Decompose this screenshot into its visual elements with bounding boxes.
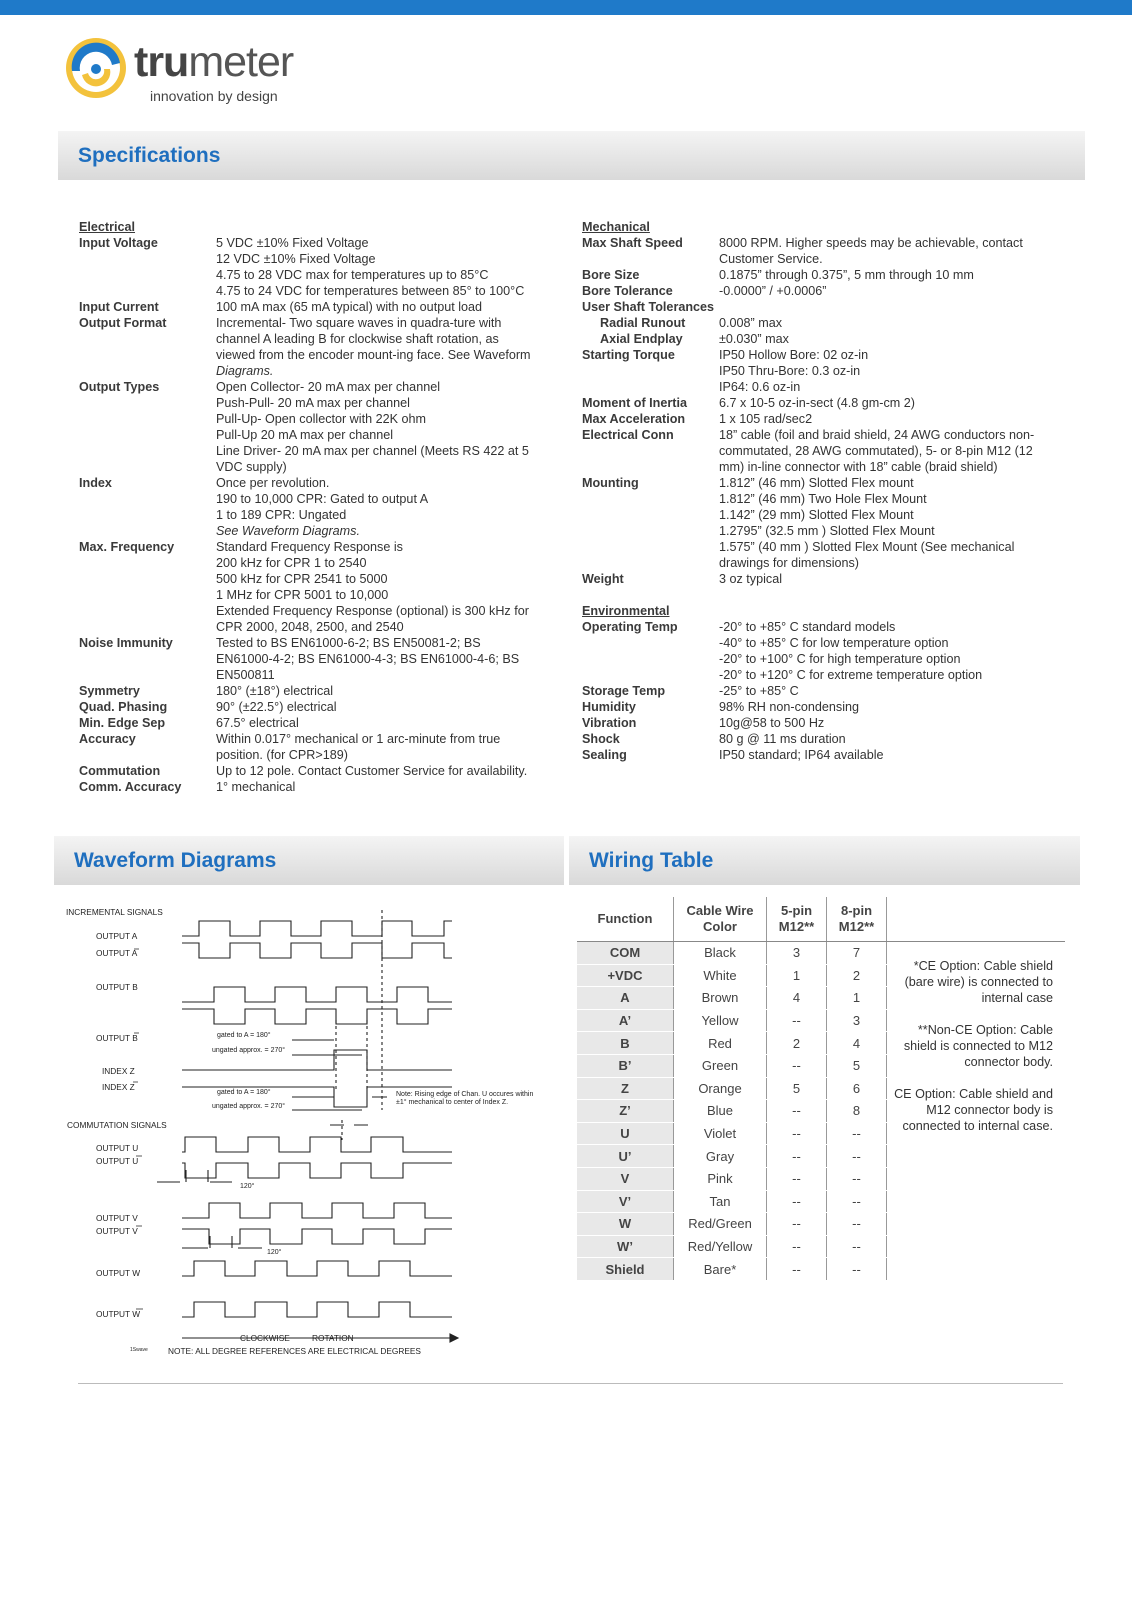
spec-row bbox=[79, 379, 559, 475]
spec-value bbox=[719, 571, 1062, 587]
spec-row bbox=[582, 715, 1062, 731]
spec-row bbox=[582, 427, 1062, 475]
wiring-header bbox=[569, 836, 1080, 885]
spec-value-line: commutated, 28 AWG commutated), 5- or 8-pin M12 (12 bbox=[719, 444, 1033, 458]
wiring-notes-cell bbox=[887, 1213, 1066, 1236]
wiring-5pin-cell: -- bbox=[767, 1167, 827, 1190]
spec-value-line: Pull-Up 20 mA max per channel bbox=[216, 428, 394, 442]
spec-label: Max Shaft Speed bbox=[582, 236, 683, 250]
output-a-label: OUTPUT A bbox=[96, 931, 138, 941]
spec-value-line: 80 g @ 11 ms duration bbox=[719, 732, 846, 746]
spec-value-line: 1.812” (46 mm) Two Hole Flex Mount bbox=[719, 492, 927, 506]
spec-value bbox=[719, 731, 1062, 747]
spec-row bbox=[582, 731, 1062, 747]
spec-row bbox=[582, 411, 1062, 427]
spec-row bbox=[582, 331, 1062, 347]
spec-value-line: 200 kHz for CPR 1 to 2540 bbox=[216, 556, 367, 570]
wiring-color-cell: Bare* bbox=[674, 1258, 767, 1281]
spec-value bbox=[719, 347, 1062, 395]
spec-value-line: Push-Pull- 20 mA max per channel bbox=[216, 396, 410, 410]
wiring-function-cell: W bbox=[577, 1213, 674, 1236]
wiring-8pin-cell: -- bbox=[827, 1213, 887, 1236]
wiring-8pin-cell: -- bbox=[827, 1258, 887, 1281]
header-cable-color: Cable Wire Color bbox=[674, 897, 767, 942]
spec-value bbox=[719, 427, 1062, 475]
wiring-5pin-cell: -- bbox=[767, 1258, 827, 1281]
spec-value-line: 500 kHz for CPR 2541 to 5000 bbox=[216, 572, 388, 586]
deg120-label-2: 120° bbox=[267, 1249, 282, 1256]
spec-value-line: -0.0000” / +0.0006” bbox=[719, 284, 827, 298]
commutation-signals-label: COMMUTATION SIGNALS bbox=[67, 1120, 167, 1130]
spec-label: Electrical Conn bbox=[582, 428, 674, 442]
wiring-note-2: **Non-CE Option: Cable shield is connected to M12 connector body. bbox=[903, 1023, 1053, 1069]
wiring-function-cell: Z bbox=[577, 1077, 674, 1100]
spec-value-line: 4.75 to 24 VDC for temperatures between 85° to 100°C bbox=[216, 284, 525, 298]
wiring-color-cell: White bbox=[674, 964, 767, 987]
spec-value bbox=[719, 747, 1062, 763]
spec-value bbox=[719, 475, 1062, 571]
footer-divider bbox=[78, 1383, 1063, 1384]
spec-value-line: 0.008” max bbox=[719, 316, 782, 330]
spec-label: Max Acceleration bbox=[582, 412, 686, 426]
wiring-5pin-cell: -- bbox=[767, 1054, 827, 1077]
spec-value-line: EN500811 bbox=[216, 668, 275, 682]
gated-label-2: gated to A = 180° bbox=[217, 1089, 271, 1096]
wiring-function-cell: Shield bbox=[577, 1258, 674, 1281]
spec-label: Input Voltage bbox=[79, 236, 158, 250]
spec-value-line: 1.812” (46 mm) Slotted Flex mount bbox=[719, 476, 914, 490]
wiring-notes bbox=[890, 958, 1053, 1150]
spec-value-line: 1.142” (29 mm) Slotted Flex Mount bbox=[719, 508, 914, 522]
header-5pin: 5-pin M12** bbox=[767, 897, 827, 942]
spec-label: Bore Size bbox=[582, 268, 640, 282]
spec-label: Output Format bbox=[79, 316, 167, 330]
spec-value-line bbox=[719, 299, 1062, 315]
wiring-8pin-cell: 1 bbox=[827, 987, 887, 1010]
spec-value-line: 1 x 105 rad/sec2 bbox=[719, 412, 813, 426]
trumeter-logo bbox=[62, 33, 322, 105]
wiring-function-cell: Z’ bbox=[577, 1100, 674, 1123]
waveform-diagram bbox=[62, 900, 562, 1370]
ungated-label-2: ungated approx. = 270° bbox=[212, 1103, 286, 1110]
spec-value-line: viewed from the encoder mount-ing face. See Waveform bbox=[216, 348, 531, 362]
spec-value-line: -20° to +120° C for extreme temperature option bbox=[719, 668, 983, 682]
wiring-function-cell: W’ bbox=[577, 1235, 674, 1258]
wiring-color-cell: Red bbox=[674, 1032, 767, 1055]
output-b-label: OUTPUT B bbox=[96, 982, 138, 992]
wiring-color-cell: Black bbox=[674, 942, 767, 965]
spec-label: Humidity bbox=[582, 700, 636, 714]
spec-value-line: 3 oz typical bbox=[719, 572, 782, 586]
wiring-title: Wiring Table bbox=[589, 849, 714, 872]
wiring-8pin-cell: 6 bbox=[827, 1077, 887, 1100]
spec-row bbox=[79, 683, 559, 699]
spec-value-line: Standard Frequency Response is bbox=[216, 540, 403, 554]
spec-value-line: 100 mA max (65 mA typical) with no output load bbox=[216, 300, 483, 314]
header-function: Function bbox=[577, 897, 674, 942]
spec-value bbox=[719, 235, 1062, 267]
spec-row bbox=[79, 315, 559, 379]
spec-label: Output Types bbox=[79, 380, 160, 394]
wiring-function-cell: A bbox=[577, 987, 674, 1010]
spec-value-line: -40° to +85° C for low temperature option bbox=[719, 636, 949, 650]
wiring-function-cell: A’ bbox=[577, 1009, 674, 1032]
output-w-bar-label: OUTPUT W bbox=[96, 1309, 141, 1319]
wiring-note-1: *CE Option: Cable shield (bare wire) is connected to internal case bbox=[904, 959, 1053, 1005]
spec-value-line: 1 MHz for CPR 5001 to 10,000 bbox=[216, 588, 389, 602]
spec-value bbox=[719, 699, 1062, 715]
spec-value bbox=[216, 731, 559, 763]
spec-row bbox=[582, 235, 1062, 267]
spec-value bbox=[719, 683, 1062, 699]
spec-value-line: Once per revolution. bbox=[216, 476, 330, 490]
spec-value-line: channel A leading B for clockwise shaft rotation, as bbox=[216, 332, 499, 346]
output-u-bar-label: OUTPUT U bbox=[96, 1156, 139, 1166]
spec-row bbox=[79, 731, 559, 763]
index-z-label: INDEX Z bbox=[102, 1066, 135, 1076]
spec-value bbox=[719, 411, 1062, 427]
wiring-color-cell: Tan bbox=[674, 1190, 767, 1213]
spec-label: Symmetry bbox=[79, 684, 140, 698]
ungated-label-1: ungated approx. = 270° bbox=[212, 1047, 286, 1054]
wiring-row bbox=[577, 1258, 1065, 1281]
spec-value-line: Line Driver- 20 mA max per channel (Meets RS 422 at 5 bbox=[216, 444, 529, 458]
spec-row bbox=[582, 267, 1062, 283]
spec-value-line: position. (for CPR>189) bbox=[216, 748, 348, 762]
wiring-5pin-cell: -- bbox=[767, 1190, 827, 1213]
spec-row bbox=[582, 475, 1062, 571]
wiring-5pin-cell: -- bbox=[767, 1145, 827, 1168]
output-u-label: OUTPUT U bbox=[96, 1143, 139, 1153]
spec-value-line: Open Collector- 20 mA max per channel bbox=[216, 380, 440, 394]
top-color-bar bbox=[0, 0, 1132, 15]
spec-value-line: 5 VDC ±10% Fixed Voltage bbox=[216, 236, 369, 250]
spec-value-line: Within 0.017° mechanical or 1 arc-minute from true bbox=[216, 732, 501, 746]
spec-value-line: IP50 Thru-Bore: 0.3 oz-in bbox=[719, 364, 861, 378]
spec-label: Weight bbox=[582, 572, 624, 586]
wiring-color-cell: Red/Green bbox=[674, 1213, 767, 1236]
spec-label: Sealing bbox=[582, 748, 627, 762]
spec-label: Accuracy bbox=[79, 732, 136, 746]
spec-label: Input Current bbox=[79, 300, 159, 314]
spec-value-line: 1 to 189 CPR: Ungated bbox=[216, 508, 347, 522]
wiring-color-cell: Red/Yellow bbox=[674, 1235, 767, 1258]
spec-label: Quad. Phasing bbox=[79, 700, 168, 714]
spec-label: Max. Frequency bbox=[79, 540, 175, 554]
wiring-color-cell: Orange bbox=[674, 1077, 767, 1100]
spec-row bbox=[582, 699, 1062, 715]
spec-row bbox=[582, 619, 1062, 683]
spec-row bbox=[582, 299, 1062, 315]
spec-value-line: 98% RH non-condensing bbox=[719, 700, 860, 714]
spec-value-line: EN61000-4-2; BS EN61000-4-3; BS EN61000-4-6; BS bbox=[216, 652, 520, 666]
spec-value-line: 6.7 x 10-5 oz-in-sect (4.8 gm-cm 2) bbox=[719, 396, 915, 410]
spec-value-line: IP50 Hollow Bore: 02 oz-in bbox=[719, 348, 869, 362]
spec-label: User Shaft Tolerances bbox=[582, 300, 715, 314]
brand-name: trumeter bbox=[134, 38, 294, 86]
spec-value bbox=[719, 299, 1062, 315]
spec-value-line: mm) in-line connector with 18” cable (braid shield) bbox=[719, 460, 998, 474]
wiring-notes-cell bbox=[887, 1235, 1066, 1258]
specifications-header bbox=[58, 131, 1085, 180]
logo-swirl-icon bbox=[62, 33, 132, 103]
spec-value-line: 18” cable (foil and braid shield, 24 AWG conductors non- bbox=[719, 428, 1035, 442]
spec-value bbox=[719, 283, 1062, 299]
wiring-8pin-cell: 4 bbox=[827, 1032, 887, 1055]
wiring-5pin-cell: 4 bbox=[767, 987, 827, 1010]
waveform-title: Waveform Diagrams bbox=[74, 849, 277, 872]
spec-value bbox=[216, 475, 559, 539]
spec-value-line: -25° to +85° C bbox=[719, 684, 799, 698]
brand-tagline: innovation by design bbox=[150, 88, 278, 104]
wiring-5pin-cell: 3 bbox=[767, 942, 827, 965]
spec-row bbox=[582, 571, 1062, 587]
spec-label: Bore Tolerance bbox=[582, 284, 673, 298]
wiring-row bbox=[577, 1167, 1065, 1190]
wiring-row bbox=[577, 1190, 1065, 1213]
wiring-notes-cell bbox=[887, 1258, 1066, 1281]
wiring-5pin-cell: -- bbox=[767, 1009, 827, 1032]
spec-label: Comm. Accuracy bbox=[79, 780, 182, 794]
wiring-function-cell: COM bbox=[577, 942, 674, 965]
wiring-8pin-cell: 3 bbox=[827, 1009, 887, 1032]
spec-value bbox=[719, 315, 1062, 331]
rising-edge-note: Note: Rising edge of Chan. U occures within bbox=[396, 1091, 534, 1098]
spec-value-line: drawings for dimensions) bbox=[719, 556, 859, 570]
spec-value-line: Extended Frequency Response (optional) is 300 kHz for bbox=[216, 604, 529, 618]
output-v-bar-label: OUTPUT V bbox=[96, 1226, 138, 1236]
spec-value bbox=[719, 331, 1062, 347]
spec-category-heading: Environmental bbox=[582, 604, 670, 618]
wiring-function-cell: B’ bbox=[577, 1054, 674, 1077]
spec-value-line: Incremental- Two square waves in quadra-ture with bbox=[216, 316, 502, 330]
spec-value-line: -20° to +100° C for high temperature option bbox=[719, 652, 961, 666]
wiring-color-cell: Blue bbox=[674, 1100, 767, 1123]
spec-value-line: IP50 standard; IP64 available bbox=[719, 748, 884, 762]
spec-value-line: Pull-Up- Open collector with 22K ohm bbox=[216, 412, 426, 426]
wiring-5pin-cell: 5 bbox=[767, 1077, 827, 1100]
wiring-5pin-cell: -- bbox=[767, 1100, 827, 1123]
output-w-label: OUTPUT W bbox=[96, 1268, 141, 1278]
incremental-signals-label: INCREMENTAL SIGNALS bbox=[66, 907, 163, 917]
wiring-row bbox=[577, 1235, 1065, 1258]
spec-value-line: 190 to 10,000 CPR: Gated to output A bbox=[216, 492, 429, 506]
mechanical-specs bbox=[582, 219, 1062, 763]
spec-label: Mounting bbox=[582, 476, 639, 490]
spec-value-line: Diagrams. bbox=[216, 364, 274, 378]
wiring-table-header bbox=[577, 897, 1065, 942]
spec-value-line: See Waveform Diagrams. bbox=[216, 524, 360, 538]
wiring-5pin-cell: -- bbox=[767, 1122, 827, 1145]
spec-label: Radial Runout bbox=[600, 316, 686, 330]
rising-edge-note-2: ±1° mechanical to center of Index Z. bbox=[396, 1099, 509, 1106]
spec-value bbox=[216, 763, 559, 779]
wiring-8pin-cell: 8 bbox=[827, 1100, 887, 1123]
spec-row bbox=[79, 539, 559, 635]
spec-value-line: -20° to +85° C standard models bbox=[719, 620, 896, 634]
wiring-function-cell: U’ bbox=[577, 1145, 674, 1168]
spec-label: Shock bbox=[582, 732, 620, 746]
spec-row bbox=[582, 315, 1062, 331]
wiring-8pin-cell: 5 bbox=[827, 1054, 887, 1077]
spec-value bbox=[216, 539, 559, 635]
spec-value-line: 1° mechanical bbox=[216, 780, 296, 794]
spec-value-line: 1.575” (40 mm ) Slotted Flex Mount (See mechanical bbox=[719, 540, 1015, 554]
spec-label: Starting Torque bbox=[582, 348, 675, 362]
spec-label: Noise Immunity bbox=[79, 636, 173, 650]
spec-row bbox=[79, 635, 559, 683]
wiring-8pin-cell: -- bbox=[827, 1122, 887, 1145]
spec-value bbox=[216, 299, 559, 315]
wiring-color-cell: Yellow bbox=[674, 1009, 767, 1032]
spec-label: Storage Temp bbox=[582, 684, 666, 698]
spec-value-line: ±0.030” max bbox=[719, 332, 789, 346]
wiring-5pin-cell: 2 bbox=[767, 1032, 827, 1055]
waveform-header bbox=[54, 836, 564, 885]
spec-row bbox=[582, 683, 1062, 699]
spec-row bbox=[79, 235, 559, 299]
wiring-8pin-cell: -- bbox=[827, 1167, 887, 1190]
spec-value bbox=[719, 715, 1062, 731]
header-notes bbox=[887, 897, 1066, 942]
spec-value bbox=[216, 635, 559, 683]
spec-label: Min. Edge Sep bbox=[79, 716, 166, 730]
spec-category-heading: Mechanical bbox=[582, 220, 650, 234]
wiring-notes-cell bbox=[887, 1190, 1066, 1213]
spec-value-line: 8000 RPM. Higher speeds may be achievable, contact bbox=[719, 236, 1023, 250]
figure-id-label: 1Swave bbox=[130, 1347, 148, 1353]
spec-label: Moment of Inertia bbox=[582, 396, 687, 410]
wiring-8pin-cell: 7 bbox=[827, 942, 887, 965]
spec-value-line: Up to 12 pole. Contact Customer Service for availability. bbox=[216, 764, 528, 778]
spec-value bbox=[719, 267, 1062, 283]
output-v-label: OUTPUT V bbox=[96, 1213, 138, 1223]
wiring-color-cell: Green bbox=[674, 1054, 767, 1077]
wiring-8pin-cell: 2 bbox=[827, 964, 887, 987]
wiring-5pin-cell: -- bbox=[767, 1235, 827, 1258]
spec-value bbox=[719, 619, 1062, 683]
spec-label: Vibration bbox=[582, 716, 637, 730]
spec-value-line: CPR 2000, 2048, 2500, and 2540 bbox=[216, 620, 404, 634]
spec-value bbox=[216, 715, 559, 731]
spec-row bbox=[582, 395, 1062, 411]
wiring-color-cell: Violet bbox=[674, 1122, 767, 1145]
spec-value-line: 10g@58 to 500 Hz bbox=[719, 716, 825, 730]
spec-row bbox=[582, 747, 1062, 763]
spec-value bbox=[216, 699, 559, 715]
spec-value-line: 12 VDC ±10% Fixed Voltage bbox=[216, 252, 376, 266]
spec-value-line: IP64: 0.6 oz-in bbox=[719, 380, 801, 394]
spec-value bbox=[719, 395, 1062, 411]
spec-label: Index bbox=[79, 476, 112, 490]
wiring-color-cell: Pink bbox=[674, 1167, 767, 1190]
wiring-5pin-cell: 1 bbox=[767, 964, 827, 987]
spec-row bbox=[79, 763, 559, 779]
spec-category-heading: Electrical bbox=[79, 220, 136, 234]
spec-value-line: Customer Service. bbox=[719, 252, 823, 266]
spec-value bbox=[216, 779, 559, 795]
output-b-bar-label: OUTPUT B bbox=[96, 1033, 138, 1043]
wiring-8pin-cell: -- bbox=[827, 1190, 887, 1213]
wiring-function-cell: U bbox=[577, 1122, 674, 1145]
electrical-specs bbox=[79, 219, 559, 795]
spec-row bbox=[79, 715, 559, 731]
rotation-label: ROTATION bbox=[312, 1333, 354, 1343]
spec-value-line: 4.75 to 28 VDC max for temperatures up to 85°C bbox=[216, 268, 489, 282]
wiring-5pin-cell: -- bbox=[767, 1213, 827, 1236]
deg120-label-1: 120° bbox=[240, 1183, 255, 1190]
spec-value bbox=[216, 379, 559, 475]
gated-label-1: gated to A = 180° bbox=[217, 1032, 271, 1039]
wiring-function-cell: V bbox=[577, 1167, 674, 1190]
index-z-bar-label: INDEX Z bbox=[102, 1082, 135, 1092]
spec-row bbox=[582, 347, 1062, 395]
spec-value bbox=[216, 315, 559, 379]
output-a-bar-label: OUTPUT A bbox=[96, 948, 138, 958]
header-8pin: 8-pin M12** bbox=[827, 897, 887, 942]
spec-value-line: 0.1875” through 0.375”, 5 mm through 10 mm bbox=[719, 268, 974, 282]
spec-row bbox=[79, 475, 559, 539]
spec-value bbox=[216, 683, 559, 699]
spec-label: Axial Endplay bbox=[600, 332, 683, 346]
wiring-notes-cell bbox=[887, 1167, 1066, 1190]
spec-row bbox=[79, 779, 559, 795]
spec-value bbox=[216, 235, 559, 299]
wiring-function-cell: B bbox=[577, 1032, 674, 1055]
spec-label: Commutation bbox=[79, 764, 161, 778]
specifications-title: Specifications bbox=[78, 144, 221, 167]
wiring-row bbox=[577, 1213, 1065, 1236]
spec-value-line: VDC supply) bbox=[216, 460, 287, 474]
spec-row bbox=[79, 299, 559, 315]
wiring-note-3: CE Option: Cable shield and M12 connector body is connected to internal case. bbox=[894, 1087, 1053, 1133]
spec-spacer bbox=[582, 587, 1062, 603]
spec-value-line: 180° (±18°) electrical bbox=[216, 684, 334, 698]
spec-value-line: 1.2795” (32.5 mm ) Slotted Flex Mount bbox=[719, 524, 935, 538]
wiring-function-cell: +VDC bbox=[577, 964, 674, 987]
wiring-8pin-cell: -- bbox=[827, 1235, 887, 1258]
wiring-8pin-cell: -- bbox=[827, 1145, 887, 1168]
degrees-note: NOTE: ALL DEGREE REFERENCES ARE ELECTRICAL DEGREES bbox=[168, 1346, 421, 1356]
spec-value-line: Tested to BS EN61000-6-2; BS EN50081-2; BS bbox=[216, 636, 481, 650]
clockwise-label: CLOCKWISE bbox=[240, 1333, 290, 1343]
wiring-function-cell: V’ bbox=[577, 1190, 674, 1213]
spec-value-line: 90° (±22.5°) electrical bbox=[216, 700, 337, 714]
wiring-color-cell: Brown bbox=[674, 987, 767, 1010]
spec-row bbox=[582, 283, 1062, 299]
spec-row bbox=[79, 699, 559, 715]
spec-value-line: 67.5° electrical bbox=[216, 716, 299, 730]
wiring-color-cell: Gray bbox=[674, 1145, 767, 1168]
spec-label: Operating Temp bbox=[582, 620, 678, 634]
